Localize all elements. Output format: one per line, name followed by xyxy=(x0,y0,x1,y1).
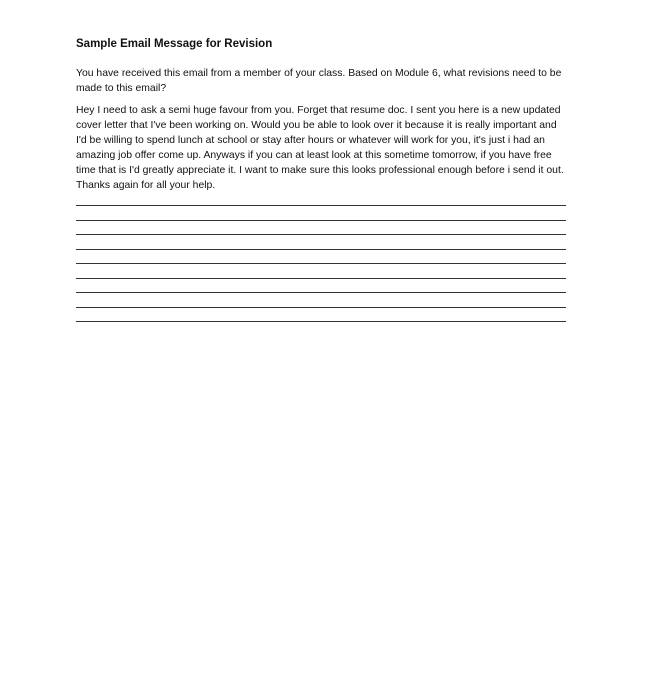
answer-line[interactable] xyxy=(76,205,566,206)
answer-line[interactable] xyxy=(76,220,566,221)
page-title: Sample Email Message for Revision xyxy=(76,38,273,50)
worksheet xyxy=(76,36,570,200)
email-text: Hey I need to ask a semi huge favour from you. Forget that resume doc. I sent you here is a new updated cover letter that I've been working on. Would you be able to look over it because it is really important and I'd be willing to spend lunch at school or stay after hours or whatever will work for you, it's just i had an amazing job offer come up. Anyways if you can at least look at this sometime tomorrow, if you have free time that is I'd greatly appreciate it. I want to make sure this looks professional enough before i send it out. Thanks again for all your help. xyxy=(76,105,564,191)
answer-lines xyxy=(76,205,566,336)
answer-line[interactable] xyxy=(76,321,566,322)
answer-line[interactable] xyxy=(76,234,566,235)
question-prompt: You have received this email from a member of your class. Based on Module 6, what revisions need to be made to this email? xyxy=(76,68,562,94)
answer-line[interactable] xyxy=(76,249,566,250)
answer-line[interactable] xyxy=(76,263,566,264)
answer-line[interactable] xyxy=(76,307,566,308)
answer-line[interactable] xyxy=(76,292,566,293)
answer-line[interactable] xyxy=(76,278,566,279)
